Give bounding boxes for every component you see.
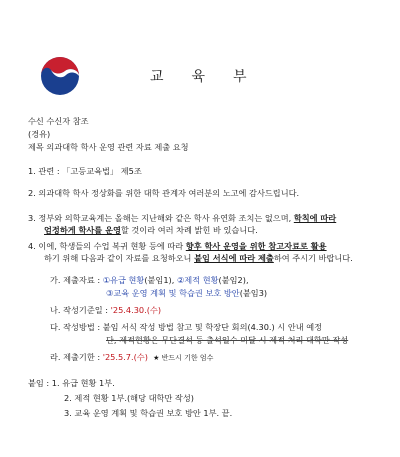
item-na-label: 나. 작성기준일 : bbox=[50, 305, 111, 315]
attachment-item-3: 3. 교육 운영 계획 및 학습권 보호 방안 1부. 끝. bbox=[64, 408, 233, 418]
organization-name: 교육부 bbox=[150, 69, 275, 85]
item-ra-label: 라. 제출기한 : bbox=[50, 352, 103, 362]
paragraph-4-text-b: 하기 위해 다음과 같이 자료를 요청하오니 bbox=[44, 253, 195, 263]
item-ga-material-2-ref: (붙임2), bbox=[218, 275, 249, 285]
item-ra-note: ★ 반드시 기한 엄수 bbox=[153, 354, 214, 362]
item-na-date: '25.4.30.(수) bbox=[110, 305, 162, 315]
attachment-line-1 bbox=[28, 378, 115, 389]
item-ra-line bbox=[50, 352, 213, 364]
item-ga-line-1 bbox=[50, 275, 249, 286]
recipient-line: 수신 수신자 참조 bbox=[28, 116, 89, 126]
item-na-line bbox=[50, 305, 161, 316]
paragraph-4-emphasis-a: 향후 학사 운영을 위한 참고자료로 활용 bbox=[185, 241, 327, 251]
paragraph-4-line-2 bbox=[44, 253, 353, 264]
paragraph-3-emphasis-a: 학칙에 따라 bbox=[293, 213, 337, 223]
item-ga-label: 가. 제출자료 : bbox=[50, 275, 103, 285]
paragraph-4-line-1 bbox=[28, 241, 327, 252]
attachment-item-2: 2. 제적 현황 1부.(해당 대학만 작성) bbox=[64, 393, 194, 403]
paragraph-2: 2. 의과대학 학사 정상화를 위한 대학 관계자 여러분의 노고에 감사드립니다. bbox=[28, 188, 300, 198]
paragraph-1: 1. 관련 : 「고등교육법」 제5조 bbox=[28, 166, 142, 176]
item-ga-material-2: ②제적 현황 bbox=[176, 275, 219, 285]
via-line: (경유) bbox=[28, 129, 51, 139]
item-ga-material-3: ③교육 운영 계획 및 학습권 보호 방안 bbox=[106, 288, 240, 298]
item-da-line-1: 다. 작성방법 : 붙임 서식 작성 방법 참고 및 학장단 회의(4.30.) 시 안내 예정 bbox=[50, 322, 323, 332]
attachment-item-1: 1. 유급 현황 1부. bbox=[51, 378, 115, 388]
paragraph-3-text-b: 할 것이라 여러 차례 밝힌 바 있습니다. bbox=[120, 225, 258, 235]
paragraph-3-line-2 bbox=[44, 225, 258, 236]
item-ra-date: '25.5.7.(수) bbox=[102, 352, 148, 362]
attachment-label: 붙임 : bbox=[28, 378, 52, 388]
item-ga-line-2 bbox=[106, 288, 267, 299]
subject-line: 제목 의과대학 학사 운영 관련 자료 제출 요청 bbox=[28, 142, 189, 152]
paragraph-4-text-a: 4. 이에, 학생들의 수업 복귀 현황 등에 따라 bbox=[28, 241, 186, 251]
item-ga-material-3-ref: (붙임3) bbox=[239, 288, 268, 298]
paragraph-3-emphasis-b: 엄정하게 학사를 운영 bbox=[44, 225, 121, 235]
paragraph-4-text-c: 하여 주시기 바랍니다. bbox=[273, 253, 353, 263]
government-emblem-icon bbox=[40, 56, 80, 96]
item-ga-material-1: ①유급 현황 bbox=[102, 275, 145, 285]
paragraph-3-line-1 bbox=[28, 213, 336, 224]
item-ga-material-1-ref: (붙임1), bbox=[144, 275, 177, 285]
paragraph-3-text-a: 3. 정부와 의학교육계는 올해는 지난해와 같은 학사 유연화 조치는 없으며, bbox=[28, 213, 294, 223]
item-da-line-2: 단, 제적현황은 무단결석 등 출석일수 미달 시 제적 처리 대학만 작성 bbox=[106, 335, 349, 345]
paragraph-4-emphasis-b: 붙임 서식에 따라 제출 bbox=[194, 253, 274, 263]
